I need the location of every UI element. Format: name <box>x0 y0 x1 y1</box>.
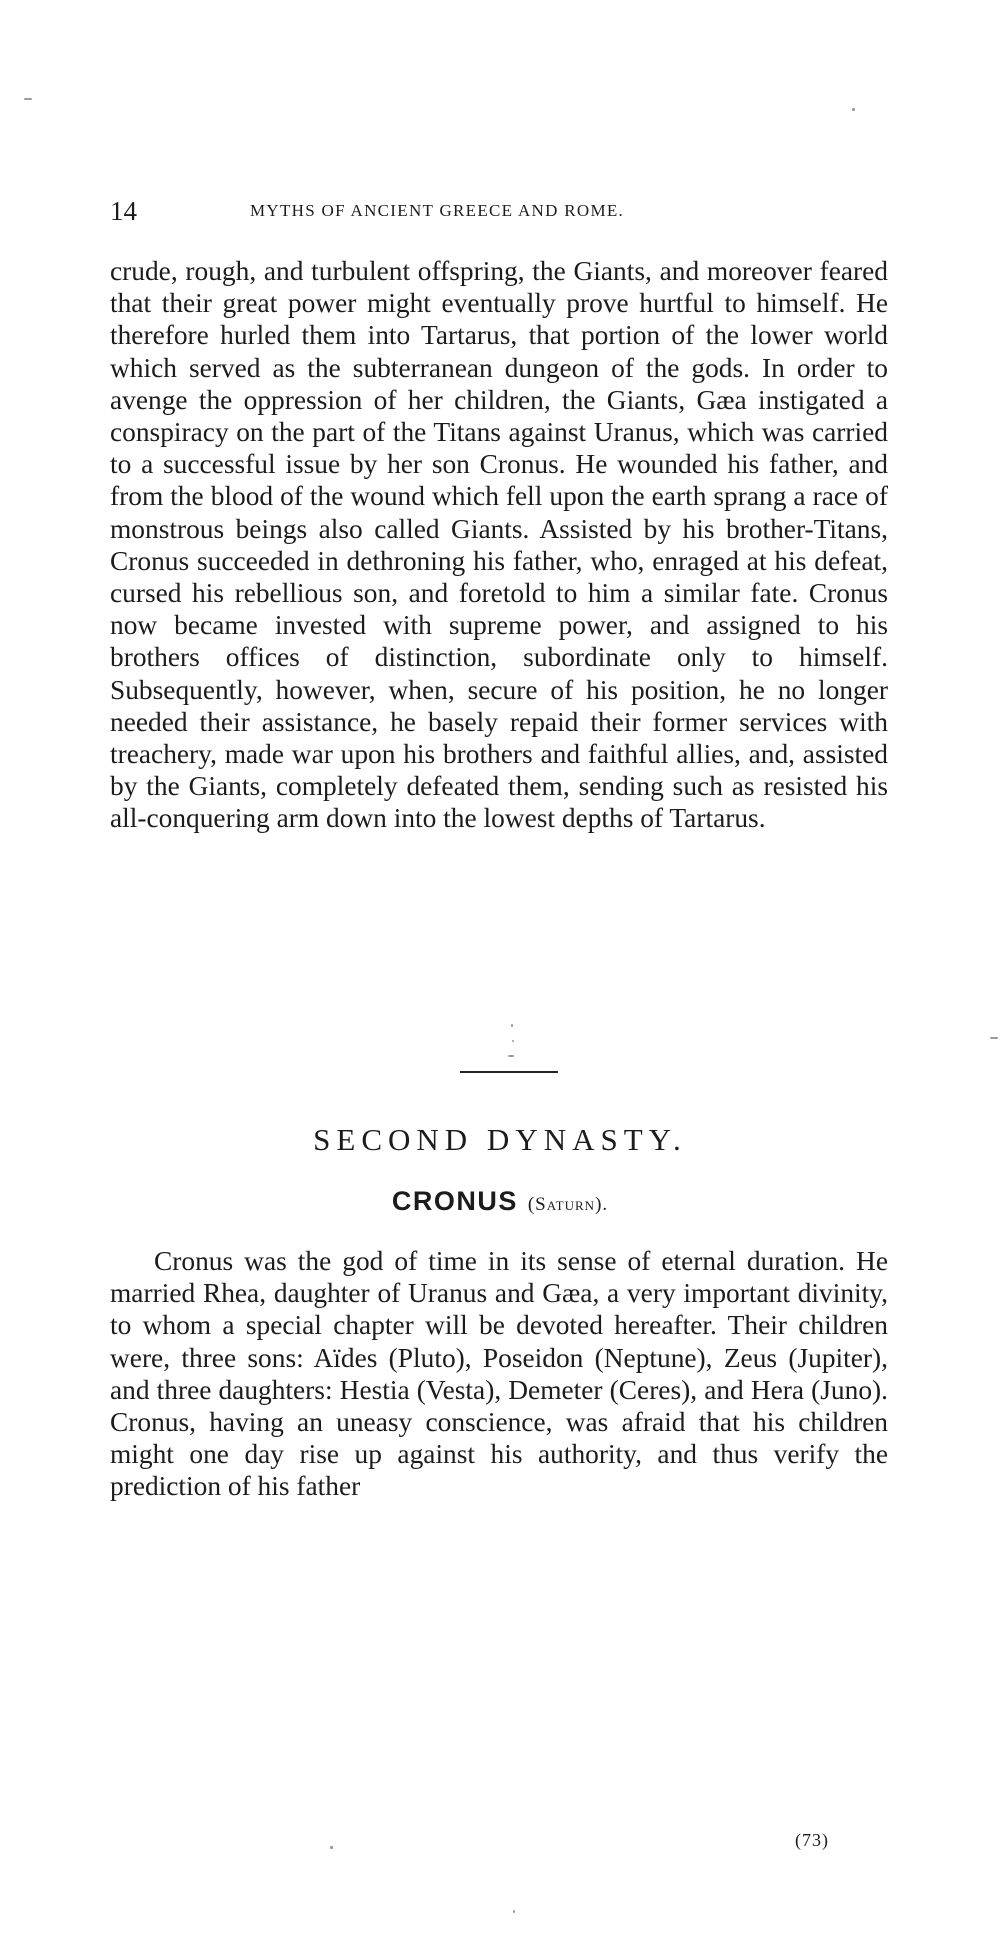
section-title: SECOND DYNASTY. <box>313 1122 687 1157</box>
scan-speck <box>511 1024 513 1027</box>
subsection-alt-name: (Saturn). <box>527 1194 609 1215</box>
paragraph-continuation: crude, rough, and turbulent offspring, the Giants, and moreover feared that their great power might eventually prove hurtful to himself. He therefore hurled them into Tartarus, that portion of the lower world which served as the subterranean dungeon of the gods. In order to avenge the oppression of her children, the Giants, Gæa instigated a conspiracy on the part of the Titans against Uranus, which was carried to a successful issue by her son Cronus. He wounded his father, and from the blood of the wound which fell upon the earth sprang a race of monstrous beings also called Giants. Assisted by his brother-Titans, Cronus succeeded in dethroning his father, who, enraged at his defeat, cursed his rebellious son, and foretold to him a similar fate. Cronus now became invested with supreme power, and assigned to his brothers offices of distinction, subordinate only to himself. Subsequently, however, when, secure of his position, he no longer needed their assistance, he basely repaid their former services with treachery, made war upon his brothers and faithful allies, and, assisted by the Giants, completely defeated them, sending such as resisted his all-conquering arm down into the lowest depths of Tartarus. <box>110 256 888 834</box>
section-divider <box>460 1071 558 1073</box>
running-head <box>110 196 750 226</box>
subsection-name: CRONUS <box>391 1186 518 1216</box>
scan-speck <box>508 1055 514 1057</box>
scan-speck <box>513 1910 515 1913</box>
scan-speck <box>512 1040 514 1042</box>
paragraph-cronus: Cronus was the god of time in its sense of eternal duration. He married Rhea, daughter of Uranus and Gæa, a very important divinity, to whom a special chapter will be devoted hereafter. Their children were, three sons: Aïdes (Pluto), Poseidon (Neptune), Zeus (Jupiter), and three daughters: Hestia (Vesta), Demeter (Ceres), and Hera (Juno). Cronus, having an uneasy conscience, was afraid that his children might one day rise up against his authority, and thus verify the prediction of his father <box>110 1246 888 1502</box>
scan-speck <box>24 98 32 100</box>
page-number: 14 <box>110 196 137 226</box>
signature-mark: (73) <box>795 1830 829 1850</box>
running-title: MYTHS OF ANCIENT GREECE AND ROME. <box>250 201 625 220</box>
scan-speck <box>852 108 855 111</box>
subsection-heading <box>0 1184 1000 1223</box>
scan-speck <box>330 1846 333 1849</box>
scan-speck <box>990 1037 998 1039</box>
